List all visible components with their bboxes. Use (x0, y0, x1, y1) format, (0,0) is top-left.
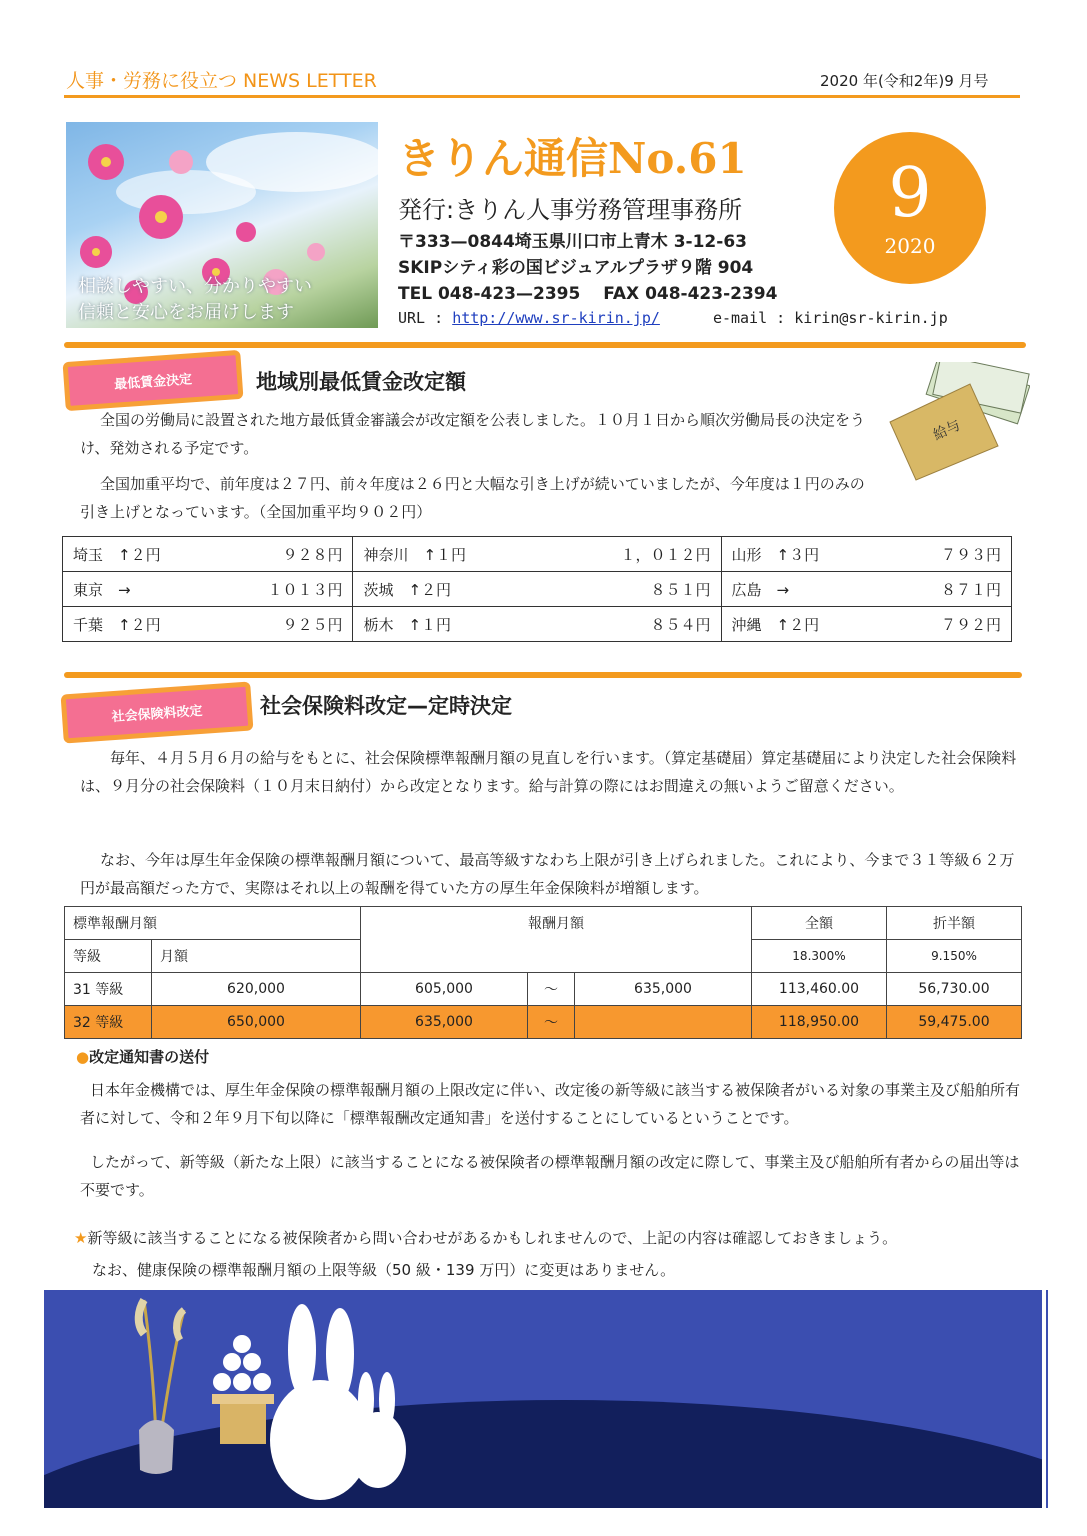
wage-value: ７９２円 (940, 615, 1001, 634)
wage-cell (63, 607, 353, 642)
section1-tag: 最低賃金決定 (63, 350, 244, 411)
section2-para6: なお、健康保険の標準報酬月額の上限等級（50 級・139 万円）に変更はありません。 (92, 1261, 676, 1279)
banner-side-line (1046, 1290, 1048, 1508)
address-line2: SKIPシティ彩の国ビジュアルプラザ９階 904 (398, 258, 754, 278)
wage-cell (721, 607, 1012, 642)
wage-value: ９２８円 (282, 545, 343, 564)
publisher: 発行:きりん人事労務管理事務所 (398, 196, 743, 224)
prefecture-label: 広島 → (731, 580, 790, 599)
issue-date: 2020 年(令和2年)9 月号 (820, 72, 989, 90)
table-row (63, 607, 1012, 642)
newsletter-title: きりん通信No.61 (398, 134, 747, 183)
range-tilde-cell: ～ (528, 1006, 575, 1039)
wage-value: ７９３円 (940, 545, 1001, 564)
section1-title: 地域別最低賃金改定額 (256, 370, 466, 394)
wage-cell (721, 537, 1012, 572)
half-cell: 56,730.00 (887, 973, 1022, 1006)
full-cell: 118,950.00 (752, 1006, 887, 1039)
th-full-amount: 全額 (752, 907, 887, 940)
wage-cell (63, 537, 353, 572)
monthly-cell: 620,000 (152, 973, 361, 1006)
wage-value: ８７１円 (940, 580, 1001, 599)
th-remuneration: 報酬月額 (361, 907, 752, 973)
email[interactable]: e-mail : kirin@sr-kirin.jp (712, 309, 948, 327)
range-to-cell (575, 1006, 752, 1039)
wage-cell (353, 537, 721, 572)
prefecture-label: 埼玉 ↑２円 (73, 545, 161, 564)
badge-month: 9 (888, 154, 932, 233)
sub-heading-text: 改定通知書の送付 (89, 1048, 210, 1066)
wage-value: ８５４円 (650, 615, 711, 634)
url-label: URL : (398, 309, 453, 327)
monthly-cell: 650,000 (152, 1006, 361, 1039)
star-icon: ★ (74, 1229, 88, 1247)
wage-cell (353, 607, 721, 642)
prefecture-label: 沖縄 ↑２円 (731, 615, 820, 634)
section1-para1: 全国の労働局に設置された地方最低賃金審議会が改定額を公表しました。１０月１日から順次労働局長の決定をうけ、発効される予定です。 (80, 411, 866, 457)
prefecture-label: 茨城 ↑２円 (363, 580, 452, 599)
wage-value: ８５１円 (650, 580, 711, 599)
newsletter-kicker: 人事・労務に役立つ NEWS LETTER (66, 70, 377, 92)
note-line (74, 1224, 1030, 1252)
cosmos-photo (66, 122, 378, 328)
section2-para3: 日本年金機構では、厚生年金保険の標準報酬月額の上限改定に伴い、改定後の新等級に該当する被保険者がいる対象の事業主及び船舶所有者に対して、令和２年９月下旬以降に「標準報酬改定通知書」を送付することにしているということです。 (80, 1081, 1021, 1127)
section2-para4: したがって、新等級（新たな上限）に該当することになる被保険者の標準報酬月額の改定に際して、事業主及び船舶所有者からの届出等は不要です。 (80, 1153, 1020, 1199)
badge-year: 2020 (884, 234, 936, 258)
section2-title: 社会保険料改定—定時決定 (260, 694, 512, 718)
prefecture-label: 栃木 ↑１円 (363, 615, 452, 634)
half-cell: 59,475.00 (887, 1006, 1022, 1039)
th-monthly: 月額 (152, 940, 361, 973)
table-row (65, 973, 1022, 1006)
prefecture-label: 千葉 ↑２円 (73, 615, 161, 634)
wage-cell (353, 572, 721, 607)
phone-fax: TEL 048-423—2395 FAX 048-423-2394 (398, 284, 778, 304)
range-tilde-cell: ～ (528, 973, 575, 1006)
prefecture-label: 神奈川 ↑１円 (363, 545, 467, 564)
th-grade: 等級 (65, 940, 152, 973)
section2-tag: 社会保険料改定 (61, 681, 254, 743)
range-to-cell: 635,000 (575, 973, 752, 1006)
minimum-wage-table (62, 536, 1012, 642)
grade-cell: 32 等級 (65, 1006, 152, 1039)
wage-cell (721, 572, 1012, 607)
month-badge (834, 132, 986, 284)
table-row (63, 572, 1012, 607)
photo-caption-line2: 信頼と安心をお届けします (78, 302, 294, 323)
section1-rule (64, 342, 1026, 348)
header-rule (64, 95, 1020, 98)
salary-envelope-illustration (880, 362, 1030, 482)
standard-remuneration-table (64, 906, 1022, 1039)
moon-viewing-banner (44, 1290, 1042, 1508)
prefecture-label: 山形 ↑３円 (731, 545, 820, 564)
wage-value: ９２５円 (282, 615, 343, 634)
section1-para2: 全国加重平均で、前年度は２７円、前々年度は２６円と大幅な引き上げが続いていましたが、今年度は１円のみの引き上げとなっています。（全国加重平均９０２円） (80, 475, 865, 521)
wage-value: １０１３円 (267, 580, 343, 599)
section2-para2: なお、今年は厚生年金保険の標準報酬月額について、最高等級すなわち上限が引き上げられました。これにより、今まで３１等級６２万円が最高額だった方で、実際はそれ以上の報酬を得ていた方の厚生年金保険料が増額します。 (80, 851, 1015, 897)
section2-para1: 毎年、４月５月６月の給与をもとに、社会保険標準報酬月額の見直しを行います。（算定基礎届）算定基礎届により決定した社会保険料は、９月分の社会保険料（１０月末日納付）から改定となります。給与計算の際にはお間違えの無いようご留意ください。 (80, 749, 1017, 795)
prefecture-label: 東京 → (73, 580, 131, 599)
th-standard-monthly: 標準報酬月額 (65, 907, 361, 940)
wage-value: １，０１２円 (620, 545, 711, 564)
rate-half: 9.150% (887, 940, 1022, 973)
tsukimi-illustration (44, 1290, 1042, 1508)
rate-full: 18.300% (752, 940, 887, 973)
sub-heading (76, 1046, 209, 1067)
th-half-amount: 折半額 (887, 907, 1022, 940)
bullet-icon: ● (76, 1048, 90, 1066)
range-from-cell: 635,000 (361, 1006, 528, 1039)
contact-row (398, 309, 948, 327)
note-text: 新等級に該当することになる被保険者から問い合わせがあるかもしれませんので、上記の内容は確認しておきましょう。 (87, 1229, 898, 1247)
table-row-highlighted (65, 1006, 1022, 1039)
full-cell: 113,460.00 (752, 973, 887, 1006)
section2-rule (64, 672, 1022, 678)
website-link[interactable]: http://www.sr-kirin.jp/ (452, 309, 660, 327)
address-line1: 〒333—0844埼玉県川口市上青木 3-12-63 (398, 232, 747, 252)
photo-caption-line1: 相談しやすい、分かりやすい (78, 276, 312, 297)
grade-cell: 31 等級 (65, 973, 152, 1006)
envelope-label: 給与 (930, 417, 964, 444)
wage-cell (63, 572, 353, 607)
range-from-cell: 605,000 (361, 973, 528, 1006)
table-row (63, 537, 1012, 572)
